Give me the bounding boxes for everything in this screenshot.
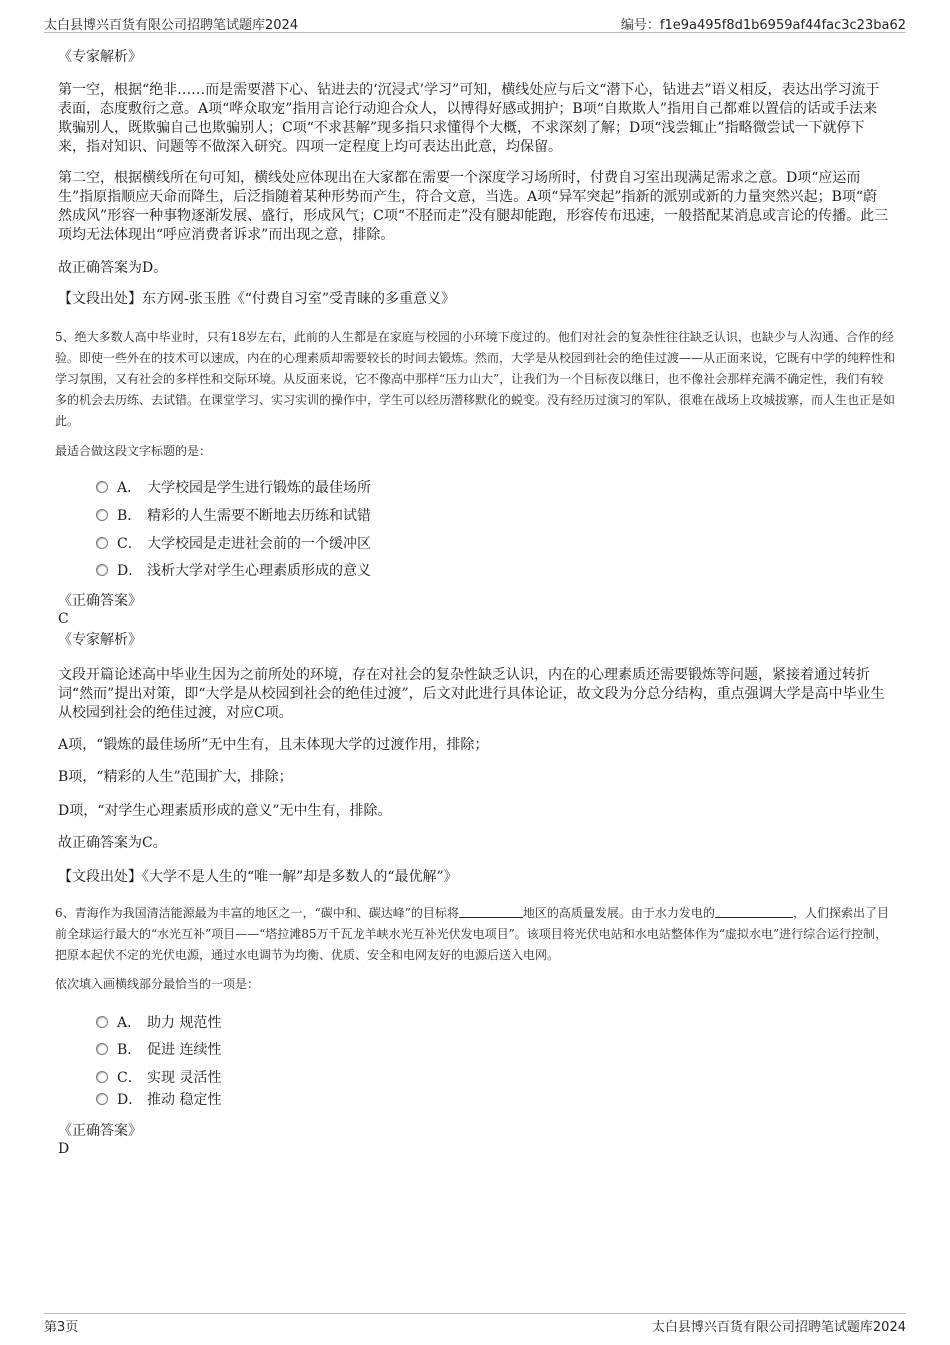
q6-stem-part-1: 6、青海作为我国清洁能源最为丰富的地区之一，“碳中和、碳达峰”的目标将 [55,906,459,920]
q6-option-c-letter: C． [117,1070,142,1086]
radio-icon[interactable] [96,509,108,521]
q5-option-a-note: A项，“锻炼的最佳场所”无中生有，且未体现大学的过渡作用，排除； [58,737,489,753]
q5-analysis-label: 《专家解析》 [58,632,142,648]
q4-analysis-first-blank: 第一空，根据“绝非……而是需要潜下心、钻进去的‘沉浸式’学习”可知，横线处应与后文“潜下心，钻进去”语义相反，表达出学习流于表面，态度敷衍之意。A项“哗众取宠”指用言论行动迎合众人，以博得好感或拥护；B项“自欺欺人”指用自己都难以置信的话或手法来欺骗别人，既欺骗自己也欺骗别人；C项“不求甚解”现多指只求懂得个大概，不求深刻了解；D项“浅尝辄止”指略微尝试一下就停下来，指对知识、问题等不做深入研究。四项一定程度上均可表达出此意，均保留。 [58,82,880,155]
q5-option-a[interactable] [96,479,371,497]
q5-answer: C [58,611,69,627]
q5-option-c-letter: C． [117,536,142,552]
q6-option-a[interactable] [96,1014,221,1032]
q5-option-d-note: D项，“对学生心理素质形成的意义”无中生有，排除。 [58,803,392,819]
q6-blank-1[interactable] [459,905,523,918]
footer-title: 太白县博兴百货有限公司招聘笔试题库2024 [651,1320,906,1335]
q6-option-c-text: 实现 灵活性 [147,1070,222,1086]
q5-option-b-letter: B． [117,508,142,524]
header-title: 太白县博兴百货有限公司招聘笔试题库2024 [44,18,299,33]
page-footer [44,1313,906,1333]
q6-answer: D [58,1141,70,1157]
q6-option-b-letter: B． [117,1042,142,1058]
radio-icon[interactable] [96,481,108,493]
q6-question: 依次填入画横线部分最恰当的一项是： [55,977,260,991]
q5-option-c-text: 大学校园是走进社会前的一个缓冲区 [147,536,371,552]
radio-icon[interactable] [96,564,108,576]
q4-analysis-label: 《专家解析》 [58,49,142,65]
q5-option-c[interactable] [96,535,371,553]
q4-conclusion: 故正确答案为D。 [58,260,168,276]
q5-stem: 5、绝大多数人高中毕业时，只有18岁左右，此前的人生都是在家庭与校园的小环境下度过的。他们对社会的复杂性往往缺乏认识，也缺少与人沟通、合作的经验。即使一些外在的技术可以速成，内在的心理素质却需要较长的时间去锻炼。然而，大学是从校园到社会的绝佳过渡——从正面来说，它既有中学的纯粹性和学习氛围，又有社会的多样性和交际环境。从反面来说，它不像高中那样“压力山大”，让我们为一个目标夜以继日，也不像社会那样充满不确定性，我们有较多的机会去历练、去试错。在课堂学习、实习实训的操作中，学生可以经历潜移默化的蜕变。没有经历过演习的军队，很难在战场上攻城拔寨，而人生也正是如此。 [55,330,896,428]
radio-icon[interactable] [96,1093,108,1105]
q5-question: 最适合做这段文字标题的是： [55,444,212,458]
q6-option-d[interactable] [96,1091,221,1109]
q6-stem-part-3: ，人们探索出了目前全球运行最大的“水光互补”项目——“塔拉滩85万千瓦龙羊峡水光互补光伏发电项目”。该项目将光伏电站和水电站整体作为“虚拟水电”进行综合运行控制，把原本起伏不定的光伏电源，通过水电调节为均衡、优质、安全和电网友好的电源后送入电网。 [55,906,889,962]
q6-stem-part-2: 地区的高质量发展。由于水力发电的 [522,906,715,920]
q6-option-a-text: 助力 规范性 [147,1015,222,1031]
q5-option-d[interactable] [96,562,371,580]
q6-stem [55,903,895,966]
q6-option-b[interactable] [96,1041,221,1059]
q4-source: 【文段出处】东方网-张玉胜《“付费自习室”受青睐的多重意义》 [58,291,456,307]
q6-answer-label: 《正确答案》 [58,1123,142,1139]
radio-icon[interactable] [96,537,108,549]
q5-option-b-text: 精彩的人生需要不断地去历练和试错 [147,508,371,524]
q5-option-a-letter: A． [117,480,142,496]
q5-option-d-letter: D． [117,563,143,579]
radio-icon[interactable] [96,1043,108,1055]
radio-icon[interactable] [96,1071,108,1083]
q6-option-d-letter: D． [117,1092,143,1108]
q5-option-b[interactable] [96,507,371,525]
page-number: 第3页 [44,1320,79,1335]
q5-answer-label: 《正确答案》 [58,593,142,609]
q4-analysis-second-blank: 第二空，根据横线所在句可知，横线处应体现出在大家都在需要一个深度学习场所时，付费自习室出现满足需求之意。D项“应运而生”指原指顺应天命而降生，后泛指随着某种形势而产生，符合文意，当选。A项“异军突起”指新的派别或新的力量突然兴起；B项“蔚然成风”形容一种事物逐渐发展、盛行，形成风气；C项“不胫而走”没有腿却能跑，形容传布迅速，一般搭配某消息或言论的传播。此三项均无法体现出“呼应消费者诉求”而出现之意，排除。 [58,170,889,243]
radio-icon[interactable] [96,1016,108,1028]
q6-option-c[interactable] [96,1069,221,1087]
q6-option-a-letter: A． [117,1015,142,1031]
q5-conclusion: 故正确答案为C。 [58,835,167,851]
q6-option-b-text: 促进 连续性 [147,1042,222,1058]
q5-option-d-text: 浅析大学对学生心理素质形成的意义 [147,563,371,579]
q6-option-d-text: 推动 稳定性 [147,1092,222,1108]
q5-option-b-note: B项，“精彩的人生”范围扩大，排除； [58,769,293,785]
q6-blank-2[interactable] [715,905,793,918]
q5-analysis: 文段开篇论述高中毕业生因为之前所处的环境，存在对社会的复杂性缺乏认识，内在的心理素质还需要锻炼等问题，紧接着通过转折词“然而”提出对策，即“大学是从校园到社会的绝佳过渡”，后文对此进行具体论证，故文段为分总分结构，重点强调大学是高中毕业生从校园到社会的绝佳过渡，对应C项。 [58,667,885,721]
q5-source: 【文段出处】《大学不是人生的“唯一解”却是多数人的“最优解”》 [58,869,458,885]
q5-option-a-text: 大学校园是学生进行锻炼的最佳场所 [147,480,371,496]
header-document-id: 编号：f1e9a495f8d1b6959af44fac3c23ba62 [620,18,906,33]
page-header [44,14,906,33]
